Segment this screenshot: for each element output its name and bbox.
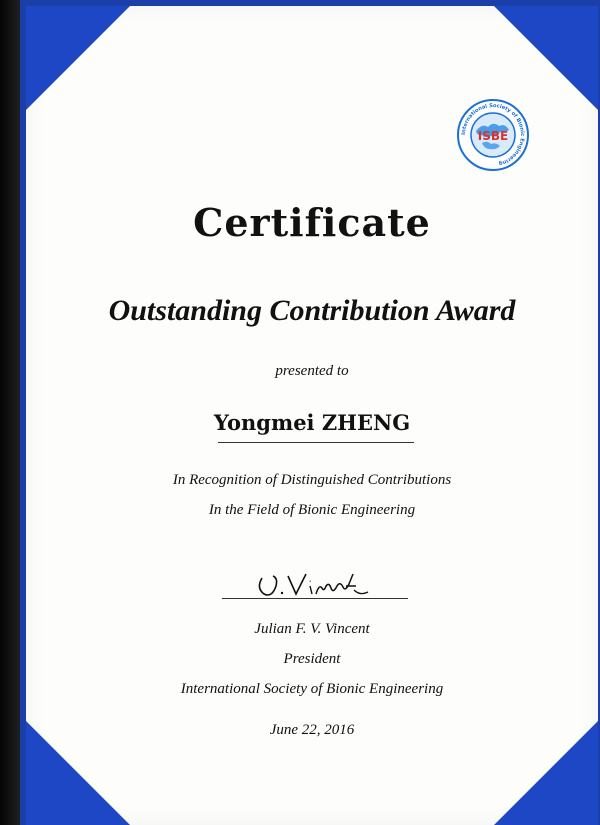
signature-line [222,598,408,599]
recipient-underline [218,442,414,443]
organization-name: International Society of Bionic Engineering [180,681,444,697]
certificate-date: June 22, 2016 [269,722,355,738]
presented-to-label: presented to [275,363,349,379]
signer-name: Julian F. V. Vincent [254,621,370,637]
recognition-line: In Recognition of Distinguished Contributions [172,472,452,488]
field-line: In the Field of Bionic Engineering [208,502,416,518]
corner-holder-top-left [26,6,130,110]
signer-role: President [283,651,341,667]
seal-acronym: ISBE [477,129,509,143]
award-name: Outstanding Contribution Award [108,294,516,327]
seal-ring-text: International Society of Bionic Engineering [460,102,526,167]
isbe-seal-logo [456,98,530,172]
certificate-title: Certificate [193,200,431,245]
recipient-name: Yongmei ZHENG [213,410,411,435]
corner-holder-top-right [494,6,598,110]
